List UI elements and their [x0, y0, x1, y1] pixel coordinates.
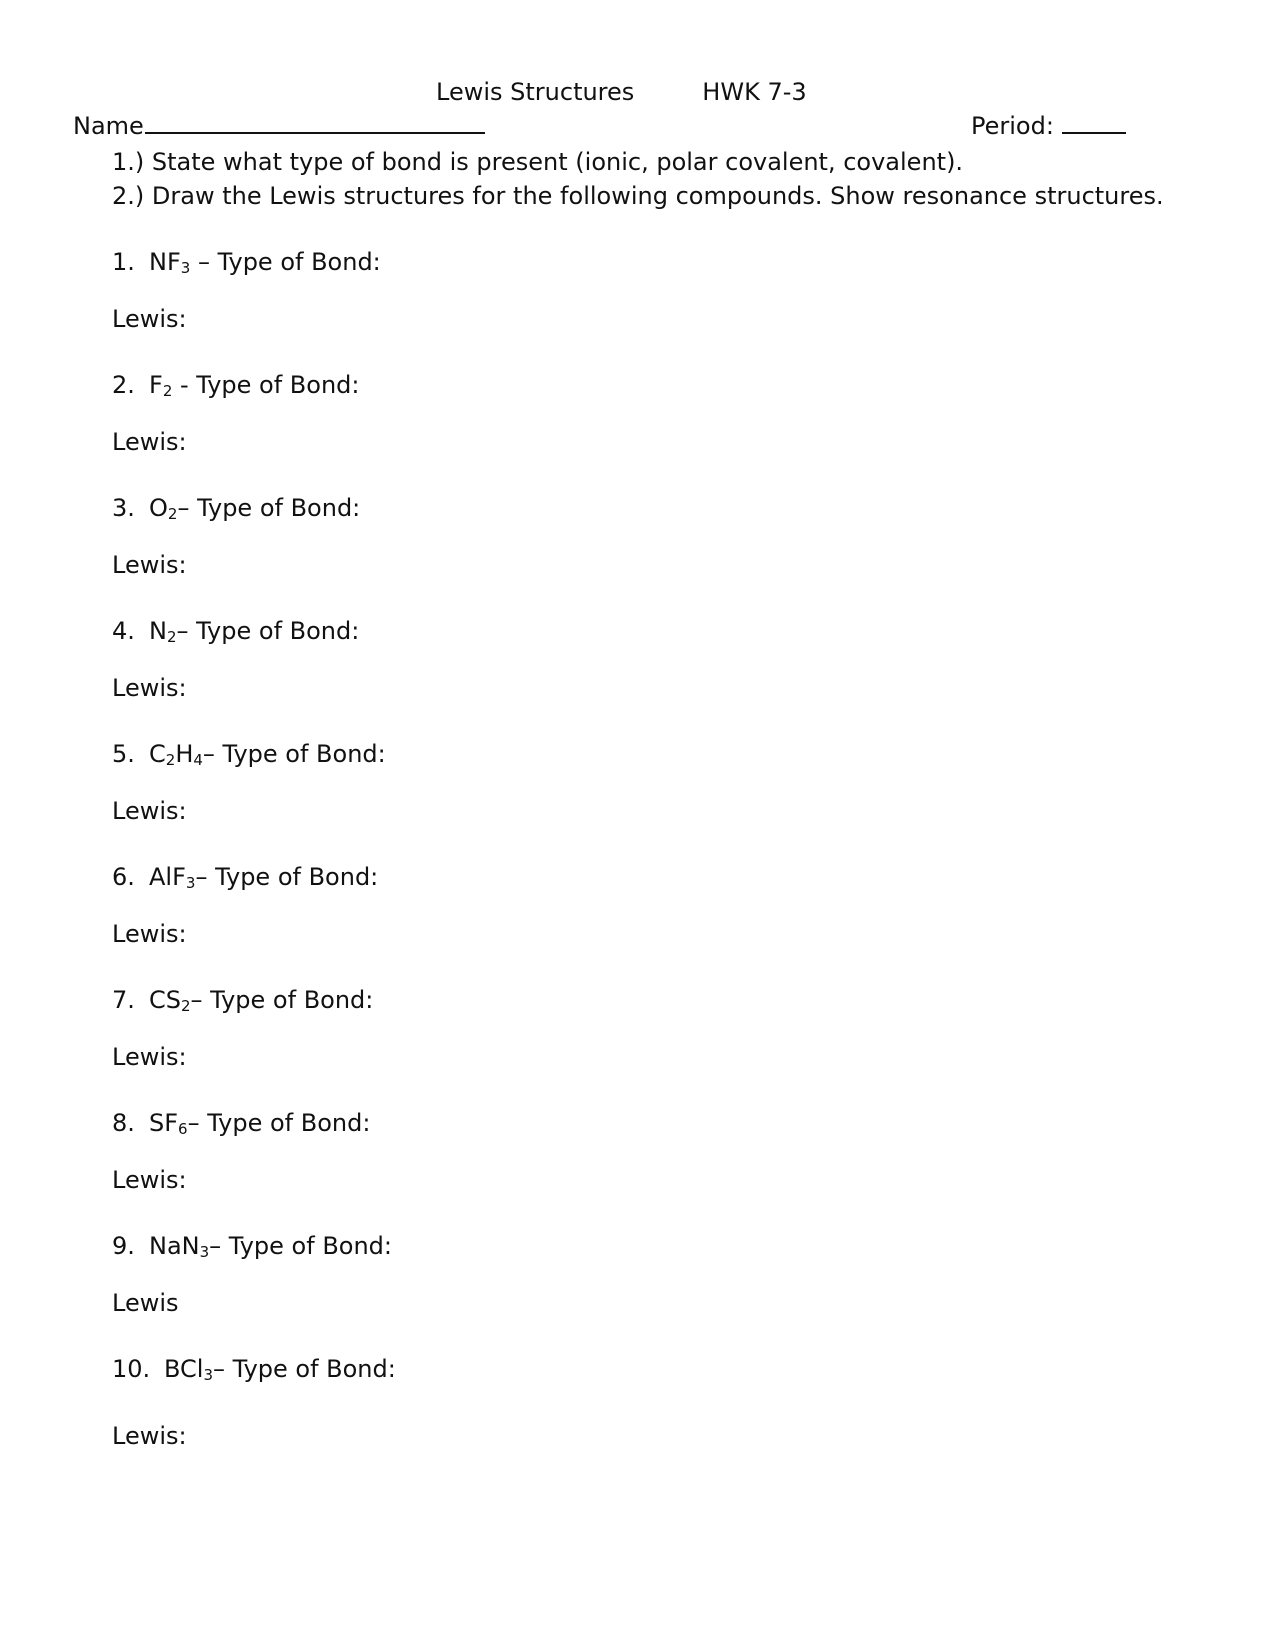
lewis-label-7: Lewis:	[112, 1043, 187, 1071]
question-number: 9.	[112, 1232, 135, 1260]
lewis-label-6: Lewis:	[112, 920, 187, 948]
formula: $SF_6$	[149, 1109, 188, 1138]
name-label: Name	[73, 112, 144, 140]
lewis-label-10: Lewis:	[112, 1422, 187, 1450]
period-label: Period:	[971, 112, 1054, 140]
question-number: 1.	[112, 248, 135, 276]
question-number: 3.	[112, 494, 135, 522]
question-10	[112, 1355, 396, 1384]
instruction-1: 1.) State what type of bond is present (ionic, polar covalent, covalent).	[112, 148, 964, 176]
hwk-label: HWK 7-3	[702, 78, 807, 106]
question-6	[112, 863, 379, 892]
question-1	[112, 248, 381, 277]
period-blank-line[interactable]	[1062, 114, 1126, 134]
formula: BCl$_3$	[164, 1355, 214, 1384]
bond-type-prompt: – Type of Bond:	[187, 1109, 371, 1137]
period-field[interactable]	[971, 114, 1126, 138]
question-number: 8.	[112, 1109, 135, 1137]
bond-type-prompt: – Type of Bond:	[190, 248, 381, 276]
lewis-label-8: Lewis:	[112, 1166, 187, 1194]
bond-type-prompt: - Type of Bond:	[172, 371, 360, 399]
question-2	[112, 371, 360, 400]
lewis-label-5: Lewis:	[112, 797, 187, 825]
title-text: Lewis Structures	[436, 78, 635, 106]
question-8	[112, 1109, 371, 1138]
lewis-label-2: Lewis:	[112, 428, 187, 456]
bond-type-prompt: – Type of Bond:	[195, 863, 379, 891]
question-number: 10.	[112, 1355, 151, 1383]
name-field[interactable]	[73, 114, 485, 138]
bond-type-prompt: – Type of Bond:	[176, 617, 360, 645]
question-number: 4.	[112, 617, 135, 645]
question-5	[112, 740, 386, 769]
formula: $NF_3$	[149, 248, 191, 277]
question-4	[112, 617, 360, 646]
bond-type-prompt: – Type of Bond:	[190, 986, 374, 1014]
question-number: 2.	[112, 371, 135, 399]
instruction-2: 2.) Draw the Lewis structures for the following compounds. Show resonance structures.	[112, 182, 1164, 210]
lewis-label-3: Lewis:	[112, 551, 187, 579]
formula: $O_2$	[149, 494, 178, 523]
bond-type-prompt: – Type of Bond:	[213, 1355, 396, 1383]
name-blank-line[interactable]	[145, 114, 485, 134]
bond-type-prompt: – Type of Bond:	[209, 1232, 392, 1260]
question-3	[112, 494, 361, 523]
formula: $C_2H_4$	[149, 740, 203, 769]
formula: NaN$_3$	[149, 1232, 210, 1261]
question-9	[112, 1232, 392, 1261]
formula: $N_2$	[149, 617, 177, 646]
worksheet-title	[436, 80, 807, 104]
formula: $CS_2$	[149, 986, 191, 1015]
formula: $F_2$	[149, 371, 173, 400]
lewis-label-4: Lewis:	[112, 674, 187, 702]
bond-type-prompt: – Type of Bond:	[177, 494, 361, 522]
question-7	[112, 986, 374, 1015]
question-number: 5.	[112, 740, 135, 768]
bond-type-prompt: – Type of Bond:	[202, 740, 386, 768]
question-number: 6.	[112, 863, 135, 891]
question-number: 7.	[112, 986, 135, 1014]
lewis-label-1: Lewis:	[112, 305, 187, 333]
lewis-label-9: Lewis	[112, 1289, 179, 1317]
formula: AlF$_3$	[149, 863, 196, 892]
